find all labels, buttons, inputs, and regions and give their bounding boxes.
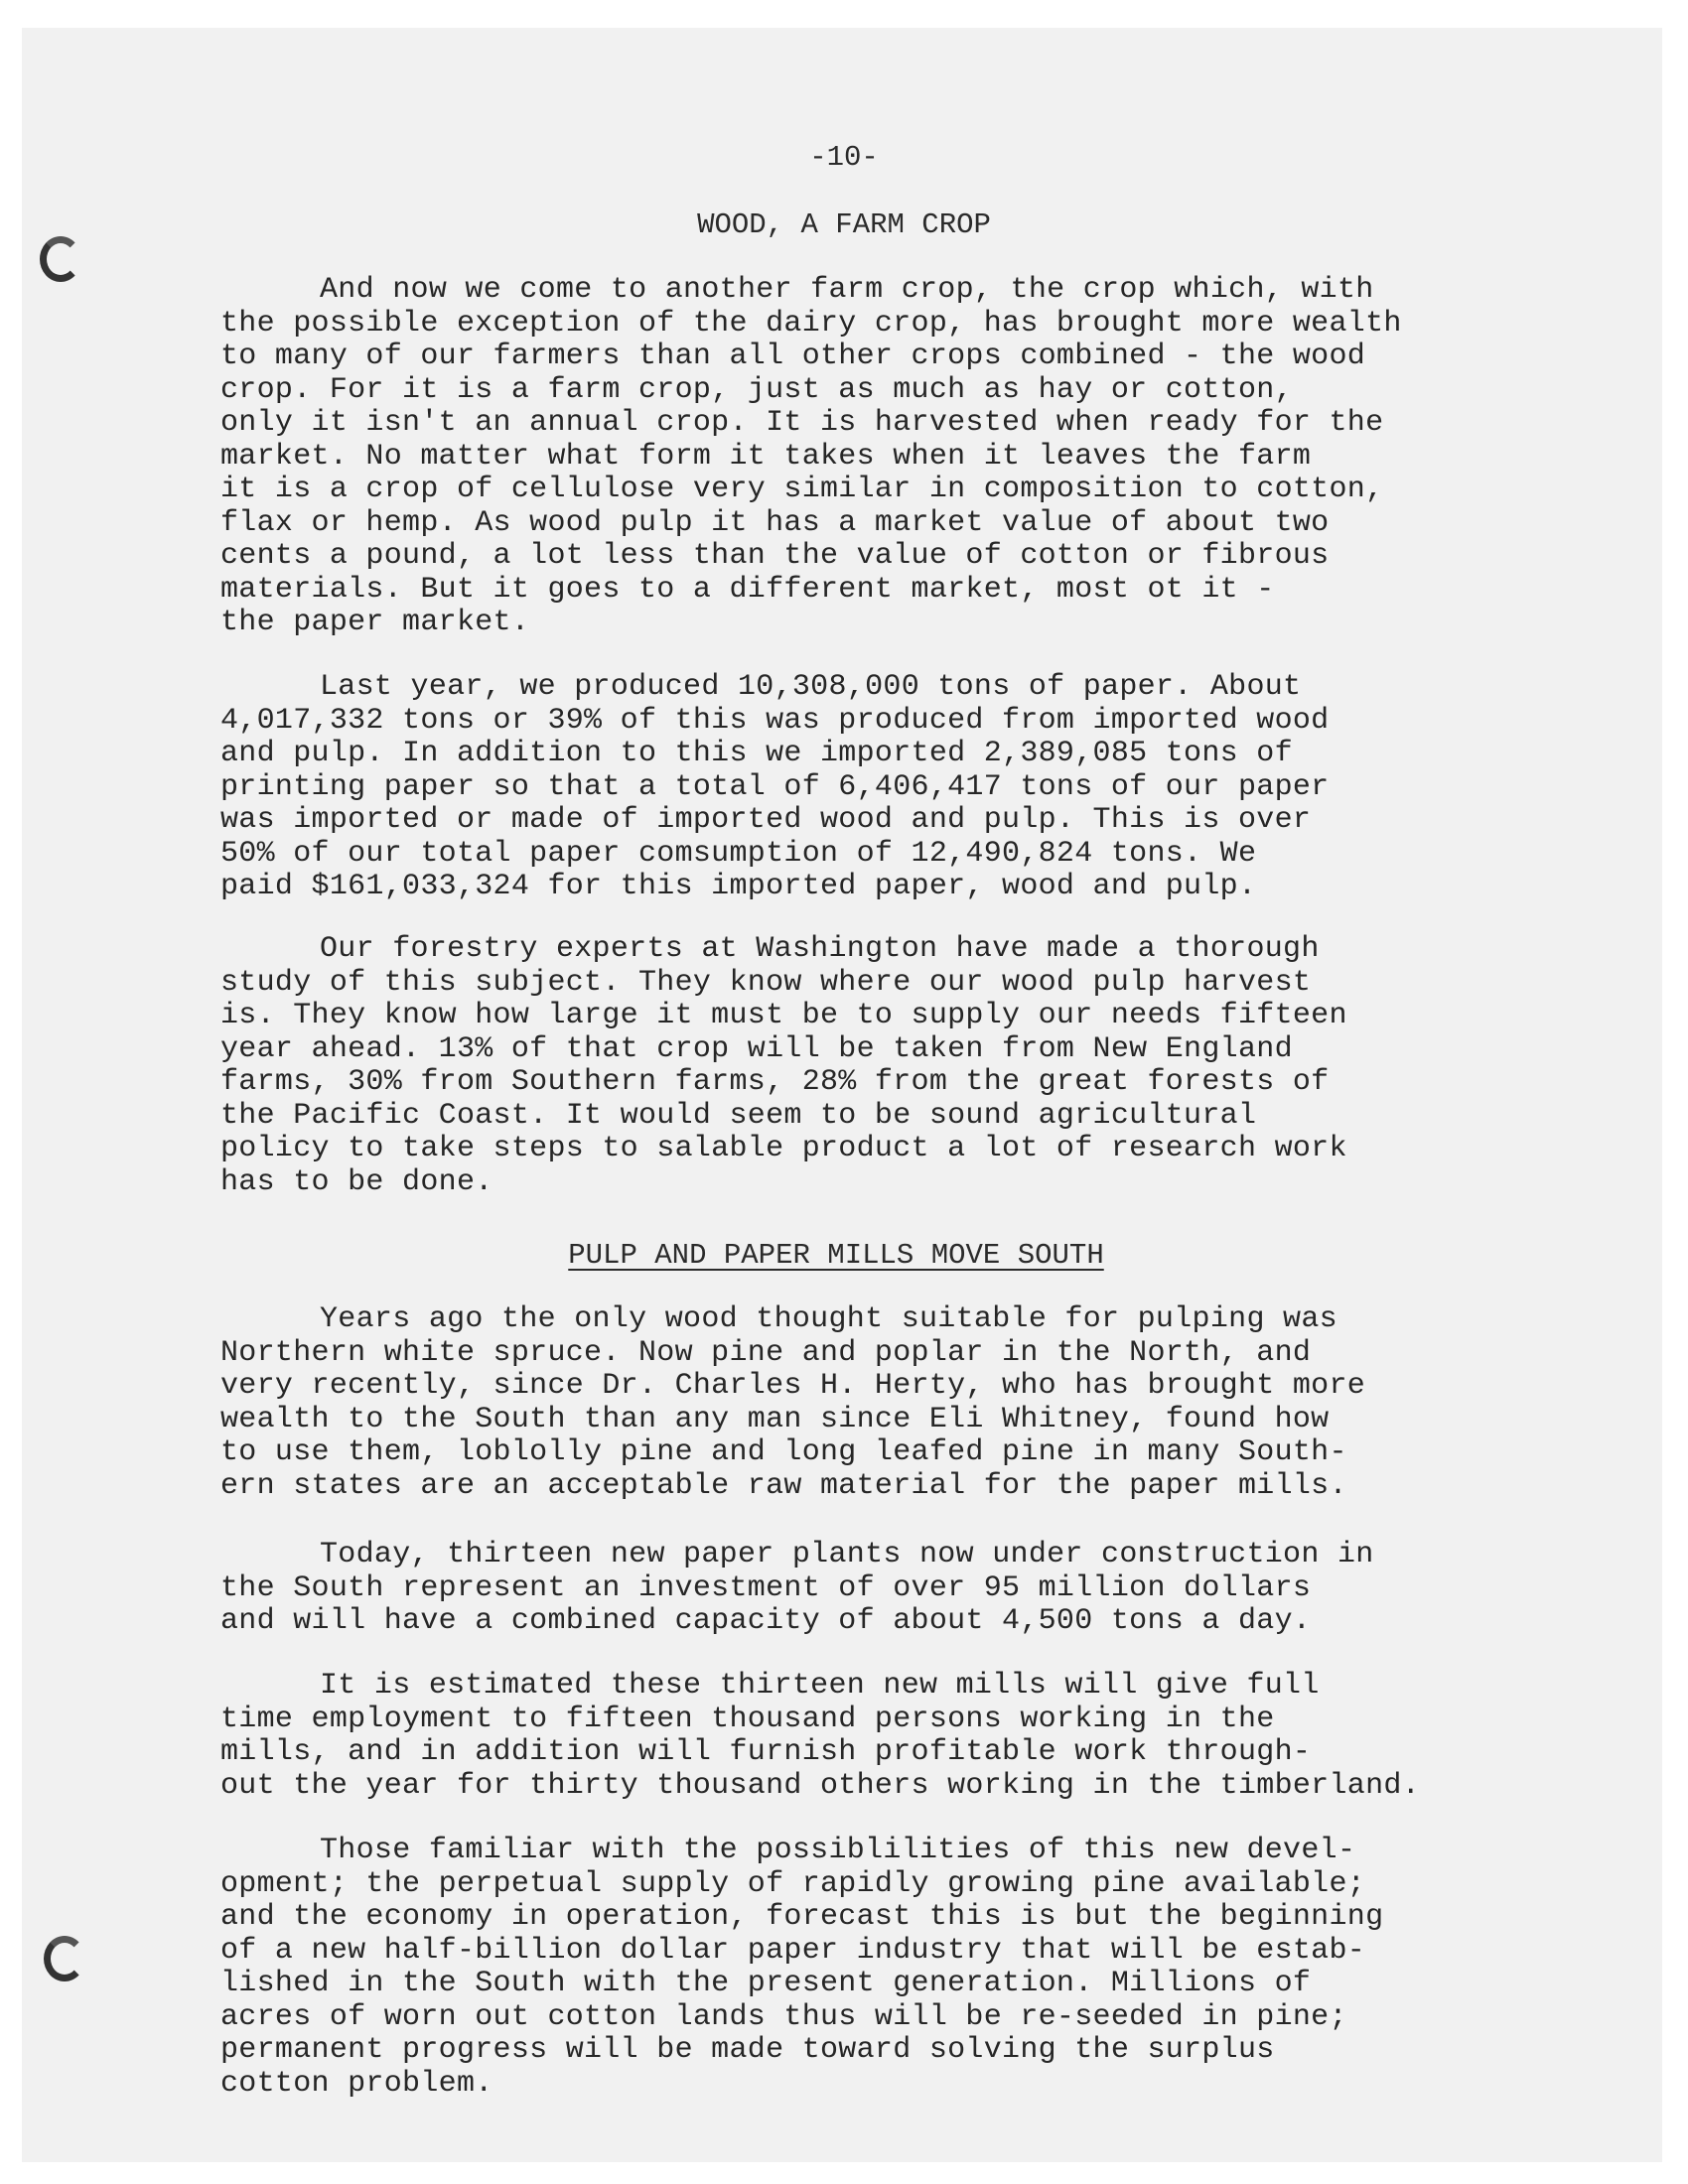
paragraph: Our forestry experts at Washington have made a thorough study of this subject. They know where our wood pulp harvest is. They know how large it must be to supply our needs fifteen year ahead. 13% of that crop will be taken from New England farms, 30% from Southern farms, 28% from the great forests of the Pacific Coast. It would seem to be sound agricultural policy to take steps to salable product a lot of research work has to be done. <box>220 932 1347 1199</box>
page-title: WOOD, A FARM CROP <box>697 208 991 241</box>
binder-hole-top <box>40 236 81 282</box>
paragraph: Those familiar with the possiblilities of this new devel- opment; the perpetual supply of rapidly growing pine available; and the economy in operation, forecast this is but the beginning of a new half-billion dollar paper industry that will be estab- lished in the South with the present generation. Millions of acres of worn out cotton lands thus will be re-seeded in pine; permanent progress will be made toward solving the surplus cotton problem. <box>220 1834 1384 2101</box>
page-number: -10- <box>809 141 879 174</box>
paragraph: It is estimated these thirteen new mills will give full time employment to fifteen thousand persons working in the mills, and in addition will furnish profitable work through- out the year for thirty thousand others working in the timberland. <box>220 1669 1420 1803</box>
paragraph: Last year, we produced 10,308,000 tons of paper. About 4,017,332 tons or 39% of this was produced from imported wood and pulp. In addition to this we imported 2,389,085 tons of printing paper so that a total of 6,406,417 tons of our paper was imported or made of imported wood and pulp. This is over 50% of our total paper comsumption of 12,490,824 tons. We paid $161,033,324 for this imported paper, wood and pulp. <box>220 670 1330 903</box>
paragraph: Today, thirteen new paper plants now under construction in the South represent an investment of over 95 million dollars and will have a combined capacity of about 4,500 tons a day. <box>220 1538 1374 1638</box>
section-subheading <box>0 1239 1680 1272</box>
paragraph: Years ago the only wood thought suitable for pulping was Northern white spruce. Now pine and poplar in the North, and very recently, since Dr. Charles H. Herty, who has brought more wealth to the South than any man since Eli Whitney, found how to use them, loblolly pine and long leafed pine in many South- ern states are an acceptable raw material for the paper mills. <box>220 1302 1366 1503</box>
paragraph: And now we come to another farm crop, the crop which, with the possible exception of the dairy crop, has brought more wealth to many of our farmers than all other crops combined - the wood crop. For it is a farm crop, just as much as hay or cotton, only it isn't an annual crop. It is harvested when ready for the market. No matter what form it takes when it leaves the farm it is a crop of cellulose very similar in composition to cotton, flax or hemp. As wood pulp it has a market value of about two cents a pound, a lot less than the value of cotton or fibrous materials. But it goes to a different market, most ot it - the paper market. <box>220 273 1402 639</box>
section-subheading-text: PULP AND PAPER MILLS MOVE SOUTH <box>568 1239 1104 1272</box>
binder-hole-bottom <box>44 1936 85 1981</box>
